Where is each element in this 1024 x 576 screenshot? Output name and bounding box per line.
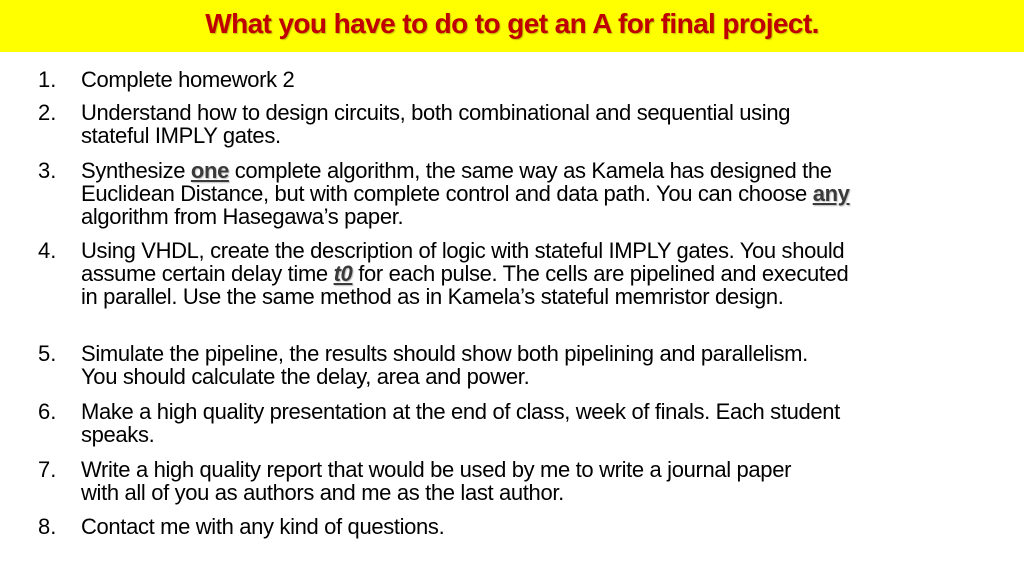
list-item-text	[81, 458, 1016, 504]
list-item-text	[81, 342, 1016, 388]
list-item-line: Simulate the pipeline, the results should show both pipelining and parallelism.	[81, 341, 808, 366]
emphasis-any: any	[812, 181, 850, 206]
list-item-line: algorithm from Hasegawa’s paper.	[81, 204, 404, 229]
list-item-line: Write a high quality report that would be used by me to write a journal paper	[81, 457, 792, 482]
list-item-number: 7.	[38, 457, 57, 482]
list-item-line	[81, 182, 1016, 205]
emphasis-one: one	[190, 158, 229, 183]
text-segment: Synthesize	[81, 158, 191, 183]
text-segment: assume certain delay time	[81, 261, 334, 286]
list-item-text	[81, 400, 1016, 446]
list-item-number: 2.	[38, 100, 57, 125]
list-item-line: Contact me with any kind of questions.	[81, 514, 445, 539]
list-item-text	[81, 68, 1016, 91]
text-segment: for each pulse. The cells are pipelined and executed	[352, 261, 849, 286]
slide-title: What you have to do to get an A for final project.	[205, 8, 819, 39]
emphasis-t0: t0	[333, 261, 353, 286]
list-item-number: 8.	[38, 514, 57, 539]
list-item-number: 5.	[38, 341, 57, 366]
list-item-line	[81, 159, 1016, 182]
list-item-line: Make a high quality presentation at the end of class, week of finals. Each student	[81, 399, 840, 424]
list-item-number: 3.	[38, 158, 57, 183]
list-item-number: 6.	[38, 399, 57, 424]
list-item-line: Complete homework 2	[81, 67, 295, 92]
text-segment: Euclidean Distance, but with complete control and data path. You can choose	[81, 181, 813, 206]
list-item-number: 1.	[38, 67, 57, 92]
list-item-text	[81, 515, 1016, 538]
text-segment: complete algorithm, the same way as Kamela has designed the	[228, 158, 832, 183]
list-item-text	[81, 239, 1016, 308]
list-item-line: You should calculate the delay, area and power.	[81, 364, 530, 389]
list-item-line: stateful IMPLY gates.	[81, 123, 281, 148]
list-item-line: speaks.	[81, 422, 155, 447]
list-item-line: Understand how to design circuits, both combinational and sequential using	[81, 100, 791, 125]
list-item-number: 4.	[38, 238, 57, 263]
list-item-line: with all of you as authors and me as the last author.	[81, 480, 564, 505]
list-item-text	[81, 101, 1016, 147]
list-item-line	[81, 262, 1016, 285]
list-item-line: Using VHDL, create the description of logic with stateful IMPLY gates. You should	[81, 238, 845, 263]
list-item-text	[81, 159, 1016, 228]
list-item-line: in parallel. Use the same method as in Kamela’s stateful memristor design.	[81, 284, 784, 309]
